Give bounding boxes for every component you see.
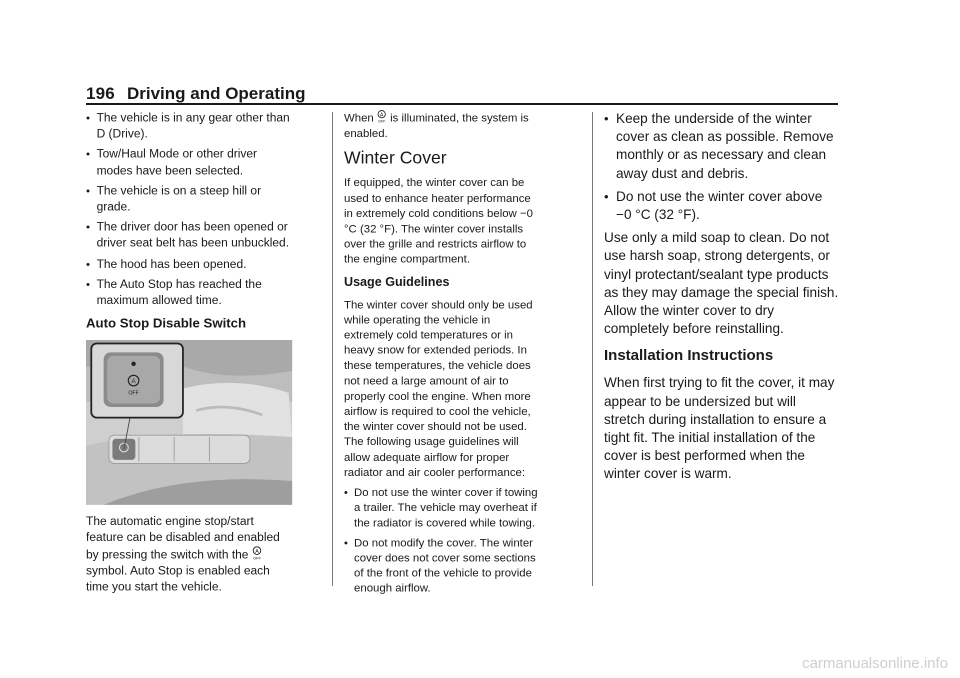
paragraph-text: The automatic engine stop/start feature can be disabled and enabled by pressing the switch with the [86,514,280,561]
column-1 [86,110,294,600]
paragraph [344,110,542,141]
subheading-installation: Installation Instructions [604,347,774,365]
auto-stop-switch-figure [86,340,292,505]
column-divider [332,112,333,586]
subheading-usage-guidelines: Usage Guidelines [344,274,450,289]
header-rule [86,103,838,105]
auto-stop-off-icon [377,110,387,123]
svg-text:A: A [380,112,384,119]
list-item: • The vehicle is in any gear other than D (Drive). [86,110,294,142]
page-number: 196 [86,84,115,103]
list-item: • The hood has been opened. [86,256,294,272]
watermark: carmanualsonline.info [802,655,948,672]
paragraph: Use only a mild soap to clean. Do not use harsh soap, strong detergents, or vinyl protectant/sealant type products as they may damage the special finish. Allow the winter cover to dry completely before reinstalling. [604,230,839,337]
list-item: • Do not use the winter cover if towing a trailer. The vehicle may overheat if the radiator is covered while towing. [344,485,542,531]
svg-text:A: A [131,378,136,386]
column-3 [604,110,840,490]
list-item: • The driver door has been opened or driver seat belt has been unbuckled. [86,219,294,251]
list-item: • Do not use the winter cover above −0 °C (32 °F). [604,188,840,224]
paragraph: If equipped, the winter cover can be used to enhance heater performance in extremely cold conditions below −0 °C (32 °F). The winter cover installs over the grille and restricts airflow to the engine compartment. [344,176,533,266]
column-2 [344,110,542,600]
paragraph-text: symbol. Auto Stop is enabled each time you start the vehicle. [86,563,270,593]
page-header [86,84,838,104]
svg-text:OFF: OFF [253,555,262,561]
section-heading: Auto Stop Disable Switch [86,316,247,332]
figure-button-label: OFF [128,390,139,397]
paragraph-text: is illuminated, the system is enabled. [344,111,529,140]
section-title-winter-cover: Winter Cover [344,148,447,169]
column-divider [592,112,593,586]
section-title: Driving and Operating [126,84,306,103]
list-item: • Do not modify the cover. The winter cover does not cover some sections of the front of the vehicle to provide enough airflow. [344,535,542,596]
svg-text:A: A [255,548,259,555]
usage-list [344,485,542,596]
paragraph [86,514,294,595]
list-item: • The vehicle is on a steep hill or grade. [86,183,294,215]
conditions-list [86,110,294,308]
paragraph: The winter cover should only be used while operating the vehicle in extremely cold temperatures or in heavy snow for extended periods. In these temperatures, the vehicle does not need a large amount of air to properly cool the engine. When more airflow is required to cool the vehicle, the winter cover should not be used. The following usage guidelines will allow adequate airflow for proper radiator and air cooler performance: [344,298,533,479]
paragraph: When first trying to fit the cover, it may appear to be undersized but will stretch during installation to ensure a tight fit. The initial installation of the cover is best performed when the winter cover is warm. [604,375,835,482]
list-item: • The Auto Stop has reached the maximum allowed time. [86,276,294,308]
svg-text:OFF: OFF [378,119,386,124]
auto-stop-off-icon [252,546,263,560]
list-item: • Tow/Haul Mode or other driver modes have been selected. [86,146,294,178]
list-item: • Keep the underside of the winter cover as clean as possible. Remove monthly or as necessary and clean away dust and debris. [604,110,840,183]
care-list [604,110,840,224]
paragraph-text: When [344,111,374,125]
